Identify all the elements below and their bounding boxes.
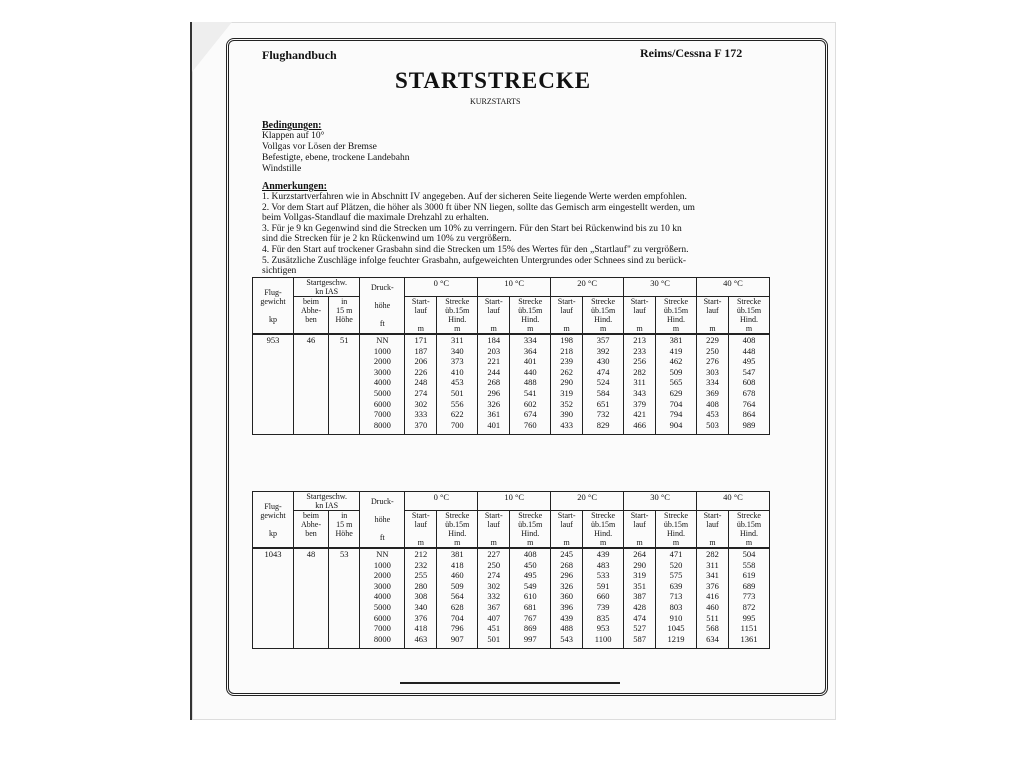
col-header-ground-roll: Start- lauf m [478, 511, 510, 549]
ground-roll-column: 282 311 341 376 416 460 511 568 634 [697, 548, 729, 648]
obstacle-column: 357 392 430 474 524 584 651 732 829 [583, 334, 624, 434]
remark-line: 2. Vor dem Start auf Plätzen, die höher als 3000 ft über NN liegen, sollte das Gemisch arm eingestellt werden, um [262, 203, 695, 213]
remark-line: beim Vollgas-Standlauf die maximale Drehzahl zu erhalten. [262, 213, 489, 223]
col-header-obstacle: Strecke üb.15m Hind. m [510, 511, 551, 549]
col-header-temp: 40 °C [697, 492, 770, 511]
col-header-speed: Startgeschw. kn IAS [294, 278, 360, 297]
col-header-15m: in 15 m Höhe [329, 297, 360, 335]
col-header-ground-roll: Start- lauf m [551, 297, 583, 335]
col-header-obstacle: Strecke üb.15m Hind. m [728, 297, 769, 335]
condition-line: Klappen auf 10° [262, 131, 325, 141]
condition-line: Windstille [262, 164, 302, 174]
obstacle-column: 408 450 495 549 610 681 767 869 997 [510, 548, 551, 648]
page-title: STARTSTRECKE [395, 68, 592, 93]
col-header-temp: 40 °C [697, 278, 770, 297]
col-header-ground-roll: Start- lauf m [624, 297, 656, 335]
col-header-temp: 0 °C [405, 278, 478, 297]
obstacle-column: 408 448 495 547 608 678 764 864 989 [728, 334, 769, 434]
speed-15m-value: 53 [329, 548, 360, 648]
condition-line: Befestigte, ebene, trockene Landebahn [262, 153, 410, 163]
col-header-ground-roll: Start- lauf m [551, 511, 583, 549]
conditions-heading: Bedingungen: [262, 120, 322, 131]
ground-roll-column: 198 218 239 262 290 319 352 390 433 [551, 334, 583, 434]
col-header-obstacle: Strecke üb.15m Hind. m [656, 297, 697, 335]
speed-liftoff-value: 46 [294, 334, 329, 434]
obstacle-column: 381 418 460 509 564 628 704 796 907 [437, 548, 478, 648]
col-header-ground-roll: Start- lauf m [478, 297, 510, 335]
takeoff-table-1043 [252, 491, 770, 649]
col-header-obstacle: Strecke üb.15m Hind. m [437, 297, 478, 335]
weight-value: 1043 [253, 548, 294, 648]
bottom-rule [400, 682, 620, 684]
col-header-ground-roll: Start- lauf m [697, 297, 729, 335]
col-header-pressure: Druck- höhe ft [360, 278, 405, 335]
ground-roll-column: 245 268 296 326 360 396 439 488 543 [551, 548, 583, 648]
col-header-temp: 10 °C [478, 278, 551, 297]
col-header-obstacle: Strecke üb.15m Hind. m [583, 511, 624, 549]
header-left: Flughandbuch [262, 48, 337, 62]
obstacle-column: 471 520 575 639 713 803 910 1045 1219 [656, 548, 697, 648]
ground-roll-column: 227 250 274 302 332 367 407 451 501 [478, 548, 510, 648]
col-header-liftoff: beim Abhe- ben [294, 511, 329, 549]
col-header-obstacle: Strecke üb.15m Hind. m [510, 297, 551, 335]
col-header-weight: Flug- gewicht kp [253, 492, 294, 549]
remark-line: 5. Zusätzliche Zuschläge infolge feuchter Grasbahn, aufgeweichten Untergrundes oder Schnees sind zu berück- [262, 256, 686, 266]
speed-liftoff-value: 48 [294, 548, 329, 648]
col-header-ground-roll: Start- lauf m [697, 511, 729, 549]
remark-line: 3. Für je 9 kn Gegenwind sind die Strecken um 10% zu verringern. Für den Start bei Rückenwind bis zu 10 kn [262, 224, 682, 234]
col-header-temp: 30 °C [624, 278, 697, 297]
col-header-temp: 0 °C [405, 492, 478, 511]
col-header-ground-roll: Start- lauf m [624, 511, 656, 549]
remark-line: 1. Kurzstartverfahren wie in Abschnitt IV angegeben. Auf der sicheren Seite liegende Werte werden empfohlen. [262, 192, 687, 202]
page-subtitle: KURZSTARTS [470, 97, 521, 106]
col-header-liftoff: beim Abhe- ben [294, 297, 329, 335]
condition-line: Vollgas vor Lösen der Bremse [262, 142, 377, 152]
col-header-obstacle: Strecke üb.15m Hind. m [728, 511, 769, 549]
col-header-15m: in 15 m Höhe [329, 511, 360, 549]
ground-roll-column: 184 203 221 244 268 296 326 361 401 [478, 334, 510, 434]
ground-roll-column: 171 187 206 226 248 274 302 333 370 [405, 334, 437, 434]
obstacle-column: 334 364 401 440 488 541 602 674 760 [510, 334, 551, 434]
obstacle-column: 311 340 373 410 453 501 556 622 700 [437, 334, 478, 434]
col-header-speed: Startgeschw. kn IAS [294, 492, 360, 511]
col-header-ground-roll: Start- lauf m [405, 511, 437, 549]
remarks-heading: Anmerkungen: [262, 181, 328, 192]
remark-line: sichtigen [262, 266, 297, 276]
ground-roll-column: 264 290 319 351 387 428 474 527 587 [624, 548, 656, 648]
col-header-obstacle: Strecke üb.15m Hind. m [656, 511, 697, 549]
col-header-obstacle: Strecke üb.15m Hind. m [583, 297, 624, 335]
col-header-obstacle: Strecke üb.15m Hind. m [437, 511, 478, 549]
col-header-temp: 30 °C [624, 492, 697, 511]
obstacle-column: 381 419 462 509 565 629 704 794 904 [656, 334, 697, 434]
altitude-column: NN 1000 2000 3000 4000 5000 6000 7000 8000 [360, 548, 405, 648]
takeoff-table-953 [252, 277, 770, 435]
ground-roll-column: 212 232 255 280 308 340 376 418 463 [405, 548, 437, 648]
col-header-weight: Flug- gewicht kp [253, 278, 294, 335]
obstacle-column: 439 483 533 591 660 739 835 953 1100 [583, 548, 624, 648]
ground-roll-column: 229 250 276 303 334 369 408 453 503 [697, 334, 729, 434]
col-header-temp: 20 °C [551, 278, 624, 297]
remark-line: 4. Für den Start auf trockener Grasbahn sind die Strecken um 15% des Wertes für den „Startlauf" zu vergrößern. [262, 245, 689, 255]
col-header-pressure: Druck- höhe ft [360, 492, 405, 549]
remark-line: sind die Strecken für je 2 kn Rückenwind um 10% zu vergrößern. [262, 234, 512, 244]
col-header-temp: 10 °C [478, 492, 551, 511]
header-right: Reims/Cessna F 172 [640, 46, 743, 60]
speed-15m-value: 51 [329, 334, 360, 434]
altitude-column: NN 1000 2000 3000 4000 5000 6000 7000 8000 [360, 334, 405, 434]
col-header-ground-roll: Start- lauf m [405, 297, 437, 335]
obstacle-column: 504 558 619 689 773 872 995 1151 1361 [728, 548, 769, 648]
col-header-temp: 20 °C [551, 492, 624, 511]
weight-value: 953 [253, 334, 294, 434]
ground-roll-column: 213 233 256 282 311 343 379 421 466 [624, 334, 656, 434]
